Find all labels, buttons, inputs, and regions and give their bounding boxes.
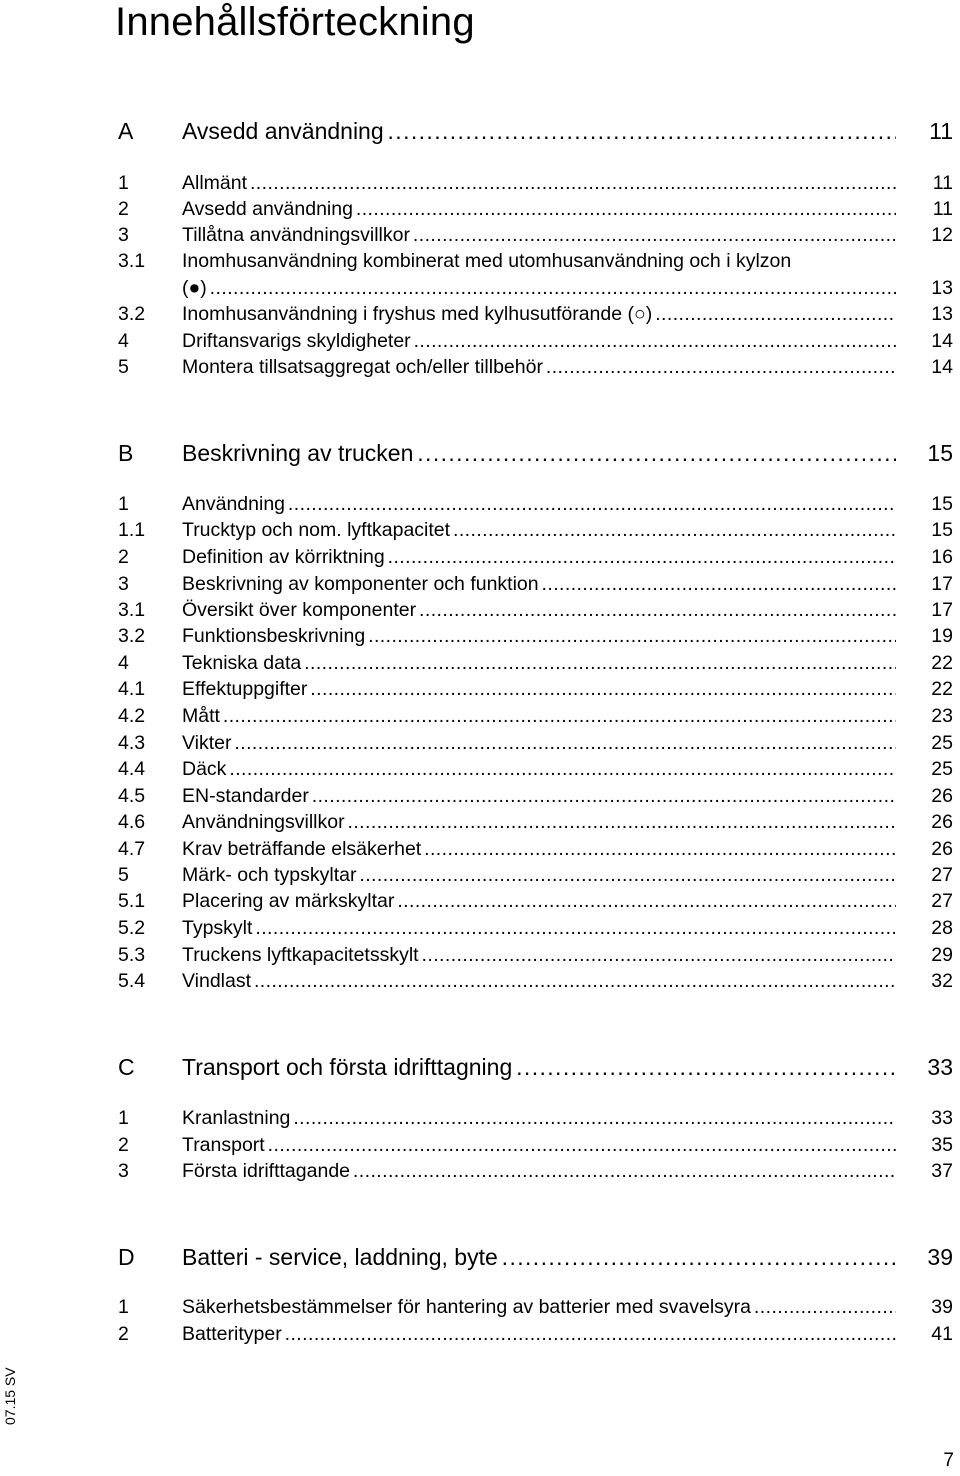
toc-section-row	[0, 117, 960, 145]
toc-entry-page: 11	[932, 172, 953, 194]
toc-entry-title	[182, 703, 896, 729]
toc-entry-page: 32	[931, 970, 953, 992]
toc-entry-title-text: Inomhusanvändning kombinerat med utomhusanvändning och i kylzon	[182, 250, 792, 272]
toc-entry-title	[182, 571, 896, 597]
toc-entry-row	[0, 275, 960, 301]
toc-entry-page: 33	[927, 1054, 953, 1080]
toc-entry-row	[0, 862, 960, 888]
toc-entry-title	[182, 1053, 896, 1081]
toc-entry-number: 4	[118, 652, 129, 674]
toc-entry-number: 5.1	[118, 890, 146, 912]
toc-entry-number: 5.4	[118, 970, 146, 992]
toc-entry-row	[0, 248, 960, 274]
toc-entry-number: 2	[118, 546, 129, 568]
toc-entry-row	[0, 354, 960, 380]
toc-entry-page: 14	[931, 356, 953, 378]
toc-entry-title-text: Kranlastning	[182, 1107, 291, 1129]
toc-entry-title-text: Batteri - service, laddning, byte	[182, 1244, 498, 1270]
toc-entry-page: 19	[931, 625, 953, 647]
toc-entry-title-text: (●)	[182, 277, 207, 299]
toc-entry-row	[0, 915, 960, 941]
toc-entry-row	[0, 170, 960, 196]
toc-entry-row	[0, 730, 960, 756]
toc-entry-title-text: Trucktyp och nom. lyftkapacitet	[182, 519, 451, 541]
toc-entry-title	[182, 756, 896, 782]
toc-entry-page: 35	[931, 1134, 953, 1156]
toc-entry-number: 3.1	[118, 250, 146, 272]
toc-entry-row	[0, 301, 960, 327]
toc-entry-title-text: Däck	[182, 758, 227, 780]
toc-entry-title	[182, 275, 896, 301]
toc-entry-row	[0, 623, 960, 649]
toc-entry-title-text: Säkerhetsbestämmelser för hantering av batterier med svavelsyra	[182, 1296, 752, 1318]
toc-entry-title-text: Beskrivning av trucken	[182, 440, 414, 466]
toc-entry-page: 41	[931, 1323, 953, 1345]
toc-entry-page: 15	[931, 519, 953, 541]
toc-entry-row	[0, 328, 960, 354]
toc-entry-title	[182, 248, 896, 274]
toc-entry-number: A	[118, 118, 134, 144]
toc-entry-title-text: Transport och första idrifttagning	[182, 1054, 513, 1080]
toc-entry-page: 33	[931, 1107, 953, 1129]
toc-entry-row	[0, 783, 960, 809]
toc-entry-number: 2	[118, 1134, 129, 1156]
toc-entry-title-text: Användning	[182, 493, 286, 515]
toc-entry-number: 4.7	[118, 838, 146, 860]
toc-entry-row	[0, 196, 960, 222]
toc-entry-title-text: Avsedd användning	[182, 118, 384, 144]
toc-entry-number: 1	[118, 1296, 129, 1318]
toc-entry-page: 37	[931, 1160, 953, 1182]
toc-section-row	[0, 1053, 960, 1081]
toc-entry-number: 5	[118, 864, 129, 886]
page-title: Innehållsförteckning	[115, 0, 475, 44]
toc-entry-page: 26	[931, 785, 953, 807]
toc-entry-title	[182, 301, 896, 327]
toc-entry-number: 3	[118, 224, 129, 246]
toc-entry-title-text: Funktionsbeskrivning	[182, 625, 366, 647]
toc-entry-title-text: Vikter	[182, 732, 232, 754]
toc-entry-number: 4.3	[118, 732, 146, 754]
toc-entry-page: 23	[931, 705, 953, 727]
toc-entry-number: 4.5	[118, 785, 146, 807]
toc-entry-title	[182, 354, 896, 380]
toc-entry-page: 25	[931, 758, 953, 780]
toc-entry-title	[182, 1132, 896, 1158]
toc-entry-row	[0, 1294, 960, 1320]
toc-entry-page: 13	[931, 277, 953, 299]
toc-entry-title	[182, 544, 896, 570]
toc-entry-title	[182, 597, 896, 623]
toc-entry-title	[182, 1105, 896, 1131]
toc-entry-number: B	[118, 440, 134, 466]
toc-entry-number: 4.6	[118, 811, 146, 833]
toc-entry-title-text: Allmänt	[182, 172, 248, 194]
toc-entry-title-text: Beskrivning av komponenter och funktion	[182, 573, 539, 595]
toc-entry-number: 3	[118, 1160, 129, 1182]
toc-entry-title	[182, 623, 896, 649]
toc-entry-title	[182, 1243, 896, 1271]
toc-entry-page: 26	[931, 811, 953, 833]
toc-entry-number: 1	[118, 1107, 129, 1129]
toc-entry-title	[182, 1321, 896, 1347]
toc-entry-title-text: Definition av körriktning	[182, 546, 385, 568]
toc-entry-title	[182, 117, 896, 145]
toc-entry-title-text: Placering av märkskyltar	[182, 890, 395, 912]
toc-entry-row	[0, 968, 960, 994]
toc-entry-page: 22	[931, 652, 953, 674]
toc-entry-title	[182, 650, 896, 676]
toc-entry-title	[182, 783, 896, 809]
toc-entry-row	[0, 809, 960, 835]
toc-entry-number: 5	[118, 356, 129, 378]
toc-entry-page: 26	[931, 838, 953, 860]
toc-entry-number: D	[118, 1244, 135, 1270]
toc-entry-row	[0, 703, 960, 729]
toc-entry-title-text: Tillåtna användningsvillkor	[182, 224, 410, 246]
toc-entry-row	[0, 1132, 960, 1158]
toc-entry-number: 4.4	[118, 758, 146, 780]
toc-entry-title	[182, 328, 896, 354]
toc-entry-title-text: Batterityper	[182, 1323, 282, 1345]
toc-entry-title-text: Tekniska data	[182, 652, 302, 674]
toc-entry-page: 15	[931, 493, 953, 515]
toc-entry-title-text: Transport	[182, 1134, 265, 1156]
toc-entry-title-text: Krav beträffande elsäkerhet	[182, 838, 422, 860]
toc-entry-title-text: Typskylt	[182, 917, 253, 939]
toc-entry-row	[0, 517, 960, 543]
toc-entry-page: 39	[927, 1244, 953, 1270]
toc-entry-number: 5.3	[118, 944, 146, 966]
toc-entry-title	[182, 517, 896, 543]
toc-entry-row	[0, 756, 960, 782]
toc-entry-row	[0, 1158, 960, 1184]
toc-entry-title	[182, 1294, 896, 1320]
toc-entry-row	[0, 888, 960, 914]
toc-entry-title	[182, 196, 896, 222]
toc-entry-title-text: Översikt över komponenter	[182, 599, 417, 621]
toc-entry-page: 15	[927, 440, 953, 466]
toc-entry-number: C	[118, 1054, 135, 1080]
toc-entry-number: 4	[118, 330, 129, 352]
toc-entry-title	[182, 222, 896, 248]
toc-entry-number: 1	[118, 493, 129, 515]
document-version-code: 07.15 SV	[2, 1367, 18, 1425]
toc-entry-page: 11	[932, 198, 953, 220]
toc-entry-number: 2	[118, 198, 129, 220]
toc-entry-title-text: Vindlast	[182, 970, 252, 992]
toc-entry-title-text: Montera tillsatsaggregat och/eller tillbehör	[182, 356, 543, 378]
toc-entry-number: 3.2	[118, 625, 146, 647]
toc-entry-page: 14	[931, 330, 953, 352]
toc-entry-title	[182, 862, 896, 888]
toc-entry-title	[182, 491, 896, 517]
toc-entry-number: 4.1	[118, 678, 146, 700]
toc-entry-page: 27	[931, 890, 953, 912]
toc-entry-page: 16	[931, 546, 953, 568]
toc-entry-page: 17	[931, 599, 953, 621]
toc-entry-number: 1.1	[118, 519, 146, 541]
toc-entry-title-text: Användningsvillkor	[182, 811, 345, 833]
toc-entry-title	[182, 1158, 896, 1184]
toc-entry-title-text: Första idrifttagande	[182, 1160, 351, 1182]
toc-entry-page: 13	[931, 303, 953, 325]
toc-entry-title	[182, 836, 896, 862]
toc-entry-number: 3.1	[118, 599, 146, 621]
toc-entry-title	[182, 170, 896, 196]
toc-entry-row	[0, 650, 960, 676]
toc-entry-row	[0, 676, 960, 702]
toc-entry-number: 1	[118, 172, 129, 194]
toc-entry-page: 25	[931, 732, 953, 754]
toc-entry-page: 39	[931, 1296, 953, 1318]
toc-entry-number: 3	[118, 573, 129, 595]
toc-entry-page: 29	[931, 944, 953, 966]
toc-section-row	[0, 1243, 960, 1271]
toc-entry-title-text: Märk- och typskyltar	[182, 864, 357, 886]
toc-entry-row	[0, 571, 960, 597]
toc-entry-title	[182, 676, 896, 702]
toc-entry-title	[182, 968, 896, 994]
toc-entry-row	[0, 491, 960, 517]
toc-entry-row	[0, 222, 960, 248]
toc-entry-page: 27	[931, 864, 953, 886]
toc-entry-page: 17	[931, 573, 953, 595]
toc-entry-title-text: Truckens lyftkapacitetsskylt	[182, 944, 419, 966]
toc-entry-row	[0, 544, 960, 570]
toc-section-row	[0, 439, 960, 467]
toc-entry-row	[0, 1321, 960, 1347]
toc-entry-number: 3.2	[118, 303, 146, 325]
toc-entry-number: 2	[118, 1323, 129, 1345]
toc-entry-row	[0, 942, 960, 968]
page-number: 7	[943, 1450, 954, 1471]
toc-entry-row	[0, 597, 960, 623]
toc-entry-title-text: Inomhusanvändning i fryshus med kylhusutförande (○)	[182, 303, 653, 325]
toc-entry-page: 22	[931, 678, 953, 700]
toc-entry-title	[182, 809, 896, 835]
toc-entry-number: 4.2	[118, 705, 146, 727]
toc-entry-title	[182, 942, 896, 968]
toc-entry-title	[182, 439, 896, 467]
toc-entry-page: 11	[929, 118, 953, 144]
toc-entry-title-text: Driftansvarigs skyldigheter	[182, 330, 411, 352]
toc-entry-row	[0, 836, 960, 862]
toc-entry-page: 12	[931, 224, 953, 246]
toc-entry-title-text: EN-standarder	[182, 785, 309, 807]
toc-entry-title	[182, 730, 896, 756]
toc-entry-title	[182, 888, 896, 914]
toc-entry-number: 5.2	[118, 917, 146, 939]
toc-entry-title-text: Mått	[182, 705, 220, 727]
toc-entry-title	[182, 915, 896, 941]
toc-entry-row	[0, 1105, 960, 1131]
toc-entry-title-text: Avsedd användning	[182, 198, 353, 220]
toc-entry-page: 28	[931, 917, 953, 939]
toc-entry-title-text: Effektuppgifter	[182, 678, 308, 700]
